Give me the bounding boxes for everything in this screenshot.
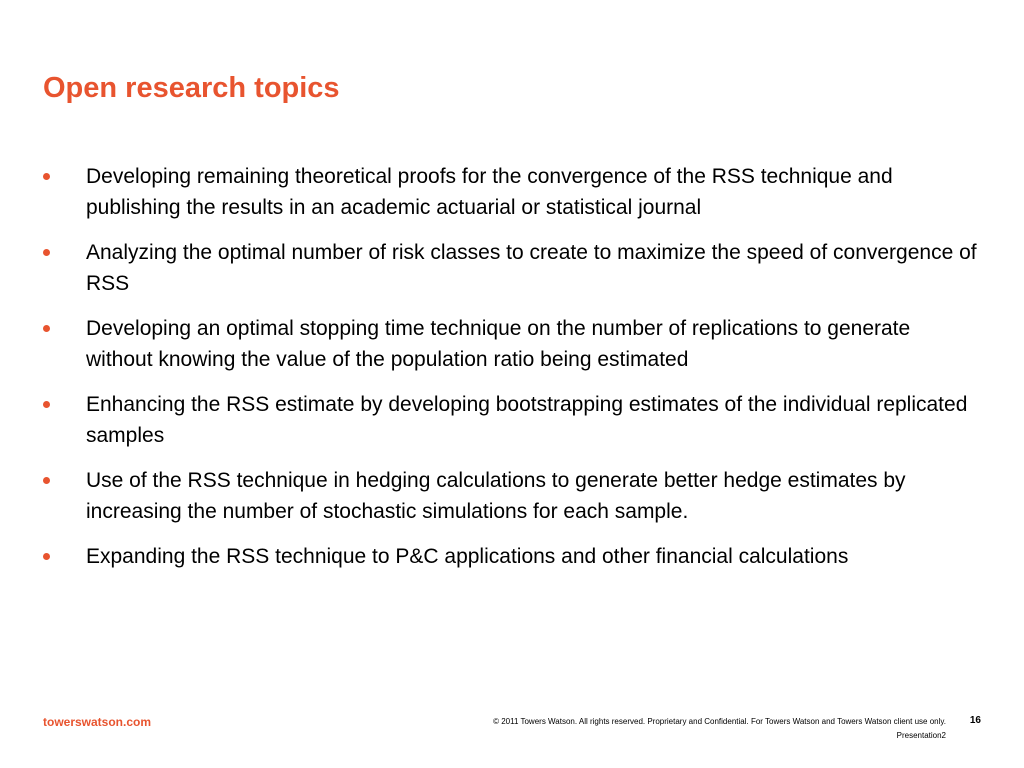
bullet-text: Expanding the RSS technique to P&C applications and other financial calculations [86,545,849,568]
bullet-text: Analyzing the optimal number of risk classes to create to maximize the speed of convergence of RSS [86,241,977,295]
bullet-dot-icon [43,173,50,180]
footer-copyright: © 2011 Towers Watson. All rights reserved. Proprietary and Confidential. For Towers Watson and Towers Watson client use only. [493,717,946,726]
bullet-item [40,161,980,223]
bullet-item [40,541,980,572]
bullet-text: Developing an optimal stopping time technique on the number of replications to generate without knowing the value of the population ratio being estimated [86,317,911,371]
bullet-list [40,161,980,586]
bullet-text: Enhancing the RSS estimate by developing bootstrapping estimates of the individual replicated samples [86,393,968,447]
slide-title: Open research topics [43,72,340,104]
bullet-dot-icon [43,477,50,484]
bullet-dot-icon [43,325,50,332]
bullet-text: Developing remaining theoretical proofs for the convergence of the RSS technique and publishing the results in an academic actuarial or statistical journal [86,165,893,219]
bullet-item [40,313,980,375]
bullet-item [40,465,980,527]
page-number: 16 [969,715,981,726]
footer-brand-link[interactable]: towerswatson.com [43,715,152,729]
bullet-item [40,237,980,299]
bullet-item [40,389,980,451]
footer-filename: Presentation2 [896,731,946,740]
bullet-dot-icon [43,553,50,560]
bullet-text: Use of the RSS technique in hedging calculations to generate better hedge estimates by increasing the number of stochastic simulations for each sample. [86,469,906,523]
bullet-dot-icon [43,249,50,256]
bullet-dot-icon [43,401,50,408]
